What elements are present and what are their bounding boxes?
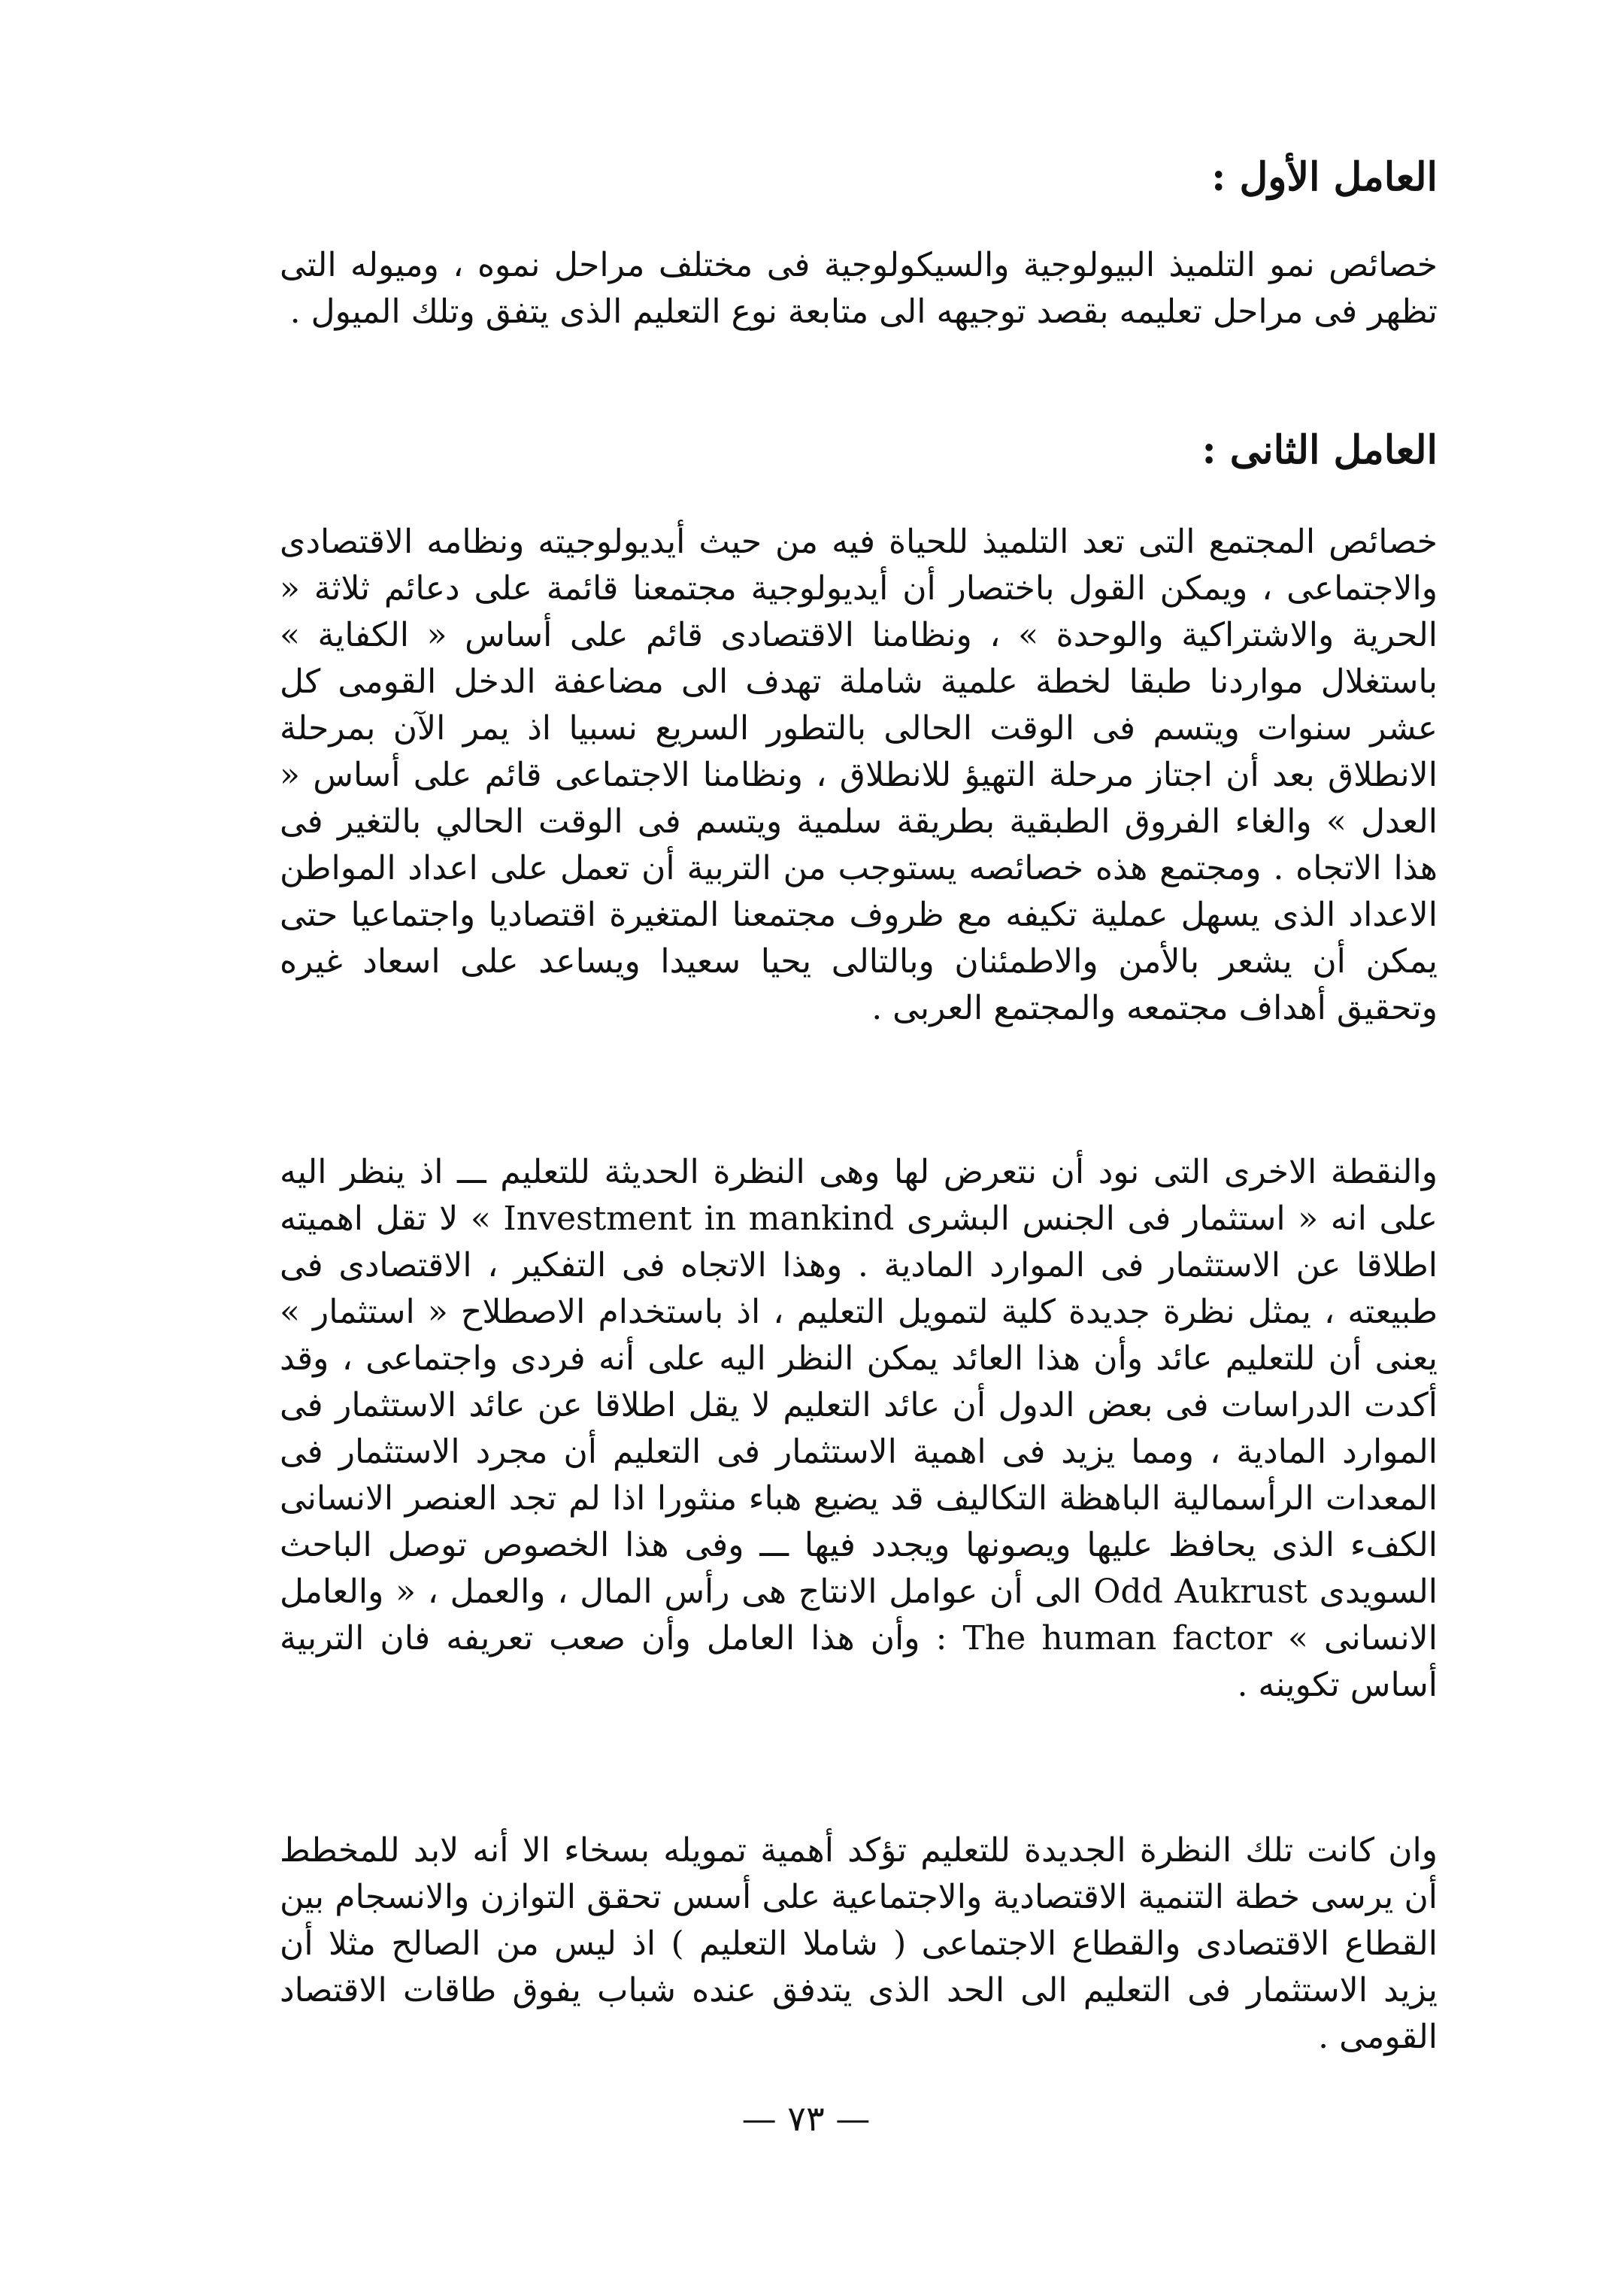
paragraph-balance: وان كانت تلك النظرة الجديدة للتعليم تؤكد أهمية تمويله بسخاء الا أنه لابد للمخطط أن يرسى خطة التنمية الاقتصادية والاجتماعية على أسس تحقق التوازن والانسجام بين القطاع الاقتصادى والقطاع الاجتماعى ( شاملا التعليم ) اذ ليس من الصالح مثلا أن يزيد الاستثمار فى التعليم الى الحد الذى يتدفق عنده شباب يفوق طاقات الاقتصاد القومى . — [280, 1831, 1438, 2056]
heading-first-factor: العامل الأول : — [1211, 154, 1438, 200]
paragraph-investment: والنقطة الاخرى التى نود أن نتعرض لها وهى النظرة الحديثة للتعليم ـــ اذ ينظر اليه على انه « استثمار فى الجنس البشرى Investment in mankind » لا تقل اهميته اطلاقا عن الاستثمار فى الموارد المادية . وهذا الاتجاه فى التفكير ، الاقتصادى فى طبيعته ، يمثل نظرة جديدة كلية لتمويل التعليم ، اذ باستخدام الاصطلاح « استثمار » يعنى أن للتعليم عائد وأن هذا العائد يمكن النظر اليه على أنه فردى واجتماعى ، وقد أكدت الدراسات فى بعض الدول أن عائد التعليم لا يقل اطلاقا عن عائد الاستثمار فى الموارد المادية ، ومما يزيد فى اهمية الاستثمار فى التعليم أن مجرد الاستثمار فى المعدات الرأسمالية الباهظة التكاليف قد يضيع هباء منثورا اذا لم تجد العنصر الانسانى الكفء الذى يحافظ عليها ويصونها ويجدد فيها ـــ وفى هذا الخصوص توصل الباحث السويدى Odd Aukrust الى أن عوامل الانتاج هى رأس المال ، والعمل ، « والعامل الانسانى » The human factor : وأن هذا العامل وأن صعب تعريفه فان التربية أساس تكوينه . — [280, 1153, 1438, 1704]
paragraph-second-factor: خصائص المجتمع التى تعد التلميذ للحياة فيه من حيث أيديولوجيته ونظامه الاقتصادى والاجتماعى ، ويمكن القول باختصار أن أيديولوجية مجتمعنا قائمة على دعائم ثلاثة « الحرية والاشتراكية والوحدة » ، ونظامنا الاقتصادى قائم على أساس « الكفاية » باستغلال مواردنا طبقا لخطة علمية شاملة تهدف الى مضاعفة الدخل القومى كل عشر سنوات ويتسم فى الوقت الحالى بالتطور السريع نسبيا اذ يمر الآن بمرحلة الانطلاق بعد أن اجتاز مرحلة التهيؤ للانطلاق ، ونظامنا الاجتماعى قائم على أساس « العدل » والغاء الفروق الطبقية بطريقة سلمية ويتسم فى الوقت الحالي بالتغير فى هذا الاتجاه . ومجتمع هذه خصائصه يستوجب من التربية أن تعمل على اعداد المواطن الاعداد الذى يسهل عملية تكيفه مع ظروف مجتمعنا المتغيرة اقتصاديا واجتماعيا حتى يمكن أن يشعر بالأمن والاطمئنان وبالتالى يحيا سعيدا ويساعد على اسعاد غيره وتحقيق أهداف مجتمعه والمجتمع العربى . — [280, 523, 1438, 1027]
paragraph-first-factor: خصائص نمو التلميذ البيولوجية والسيكولوجية فى مختلف مراحل نموه ، وميوله التى تظهر فى مراحل تعليمه بقصد توجيهه الى متابعة نوع التعليم الذى يتفق وتلك الميول . — [280, 246, 1438, 331]
heading-second-factor: العامل الثانى : — [1201, 427, 1438, 473]
page-number: — ٧٣ — — [741, 2098, 871, 2139]
